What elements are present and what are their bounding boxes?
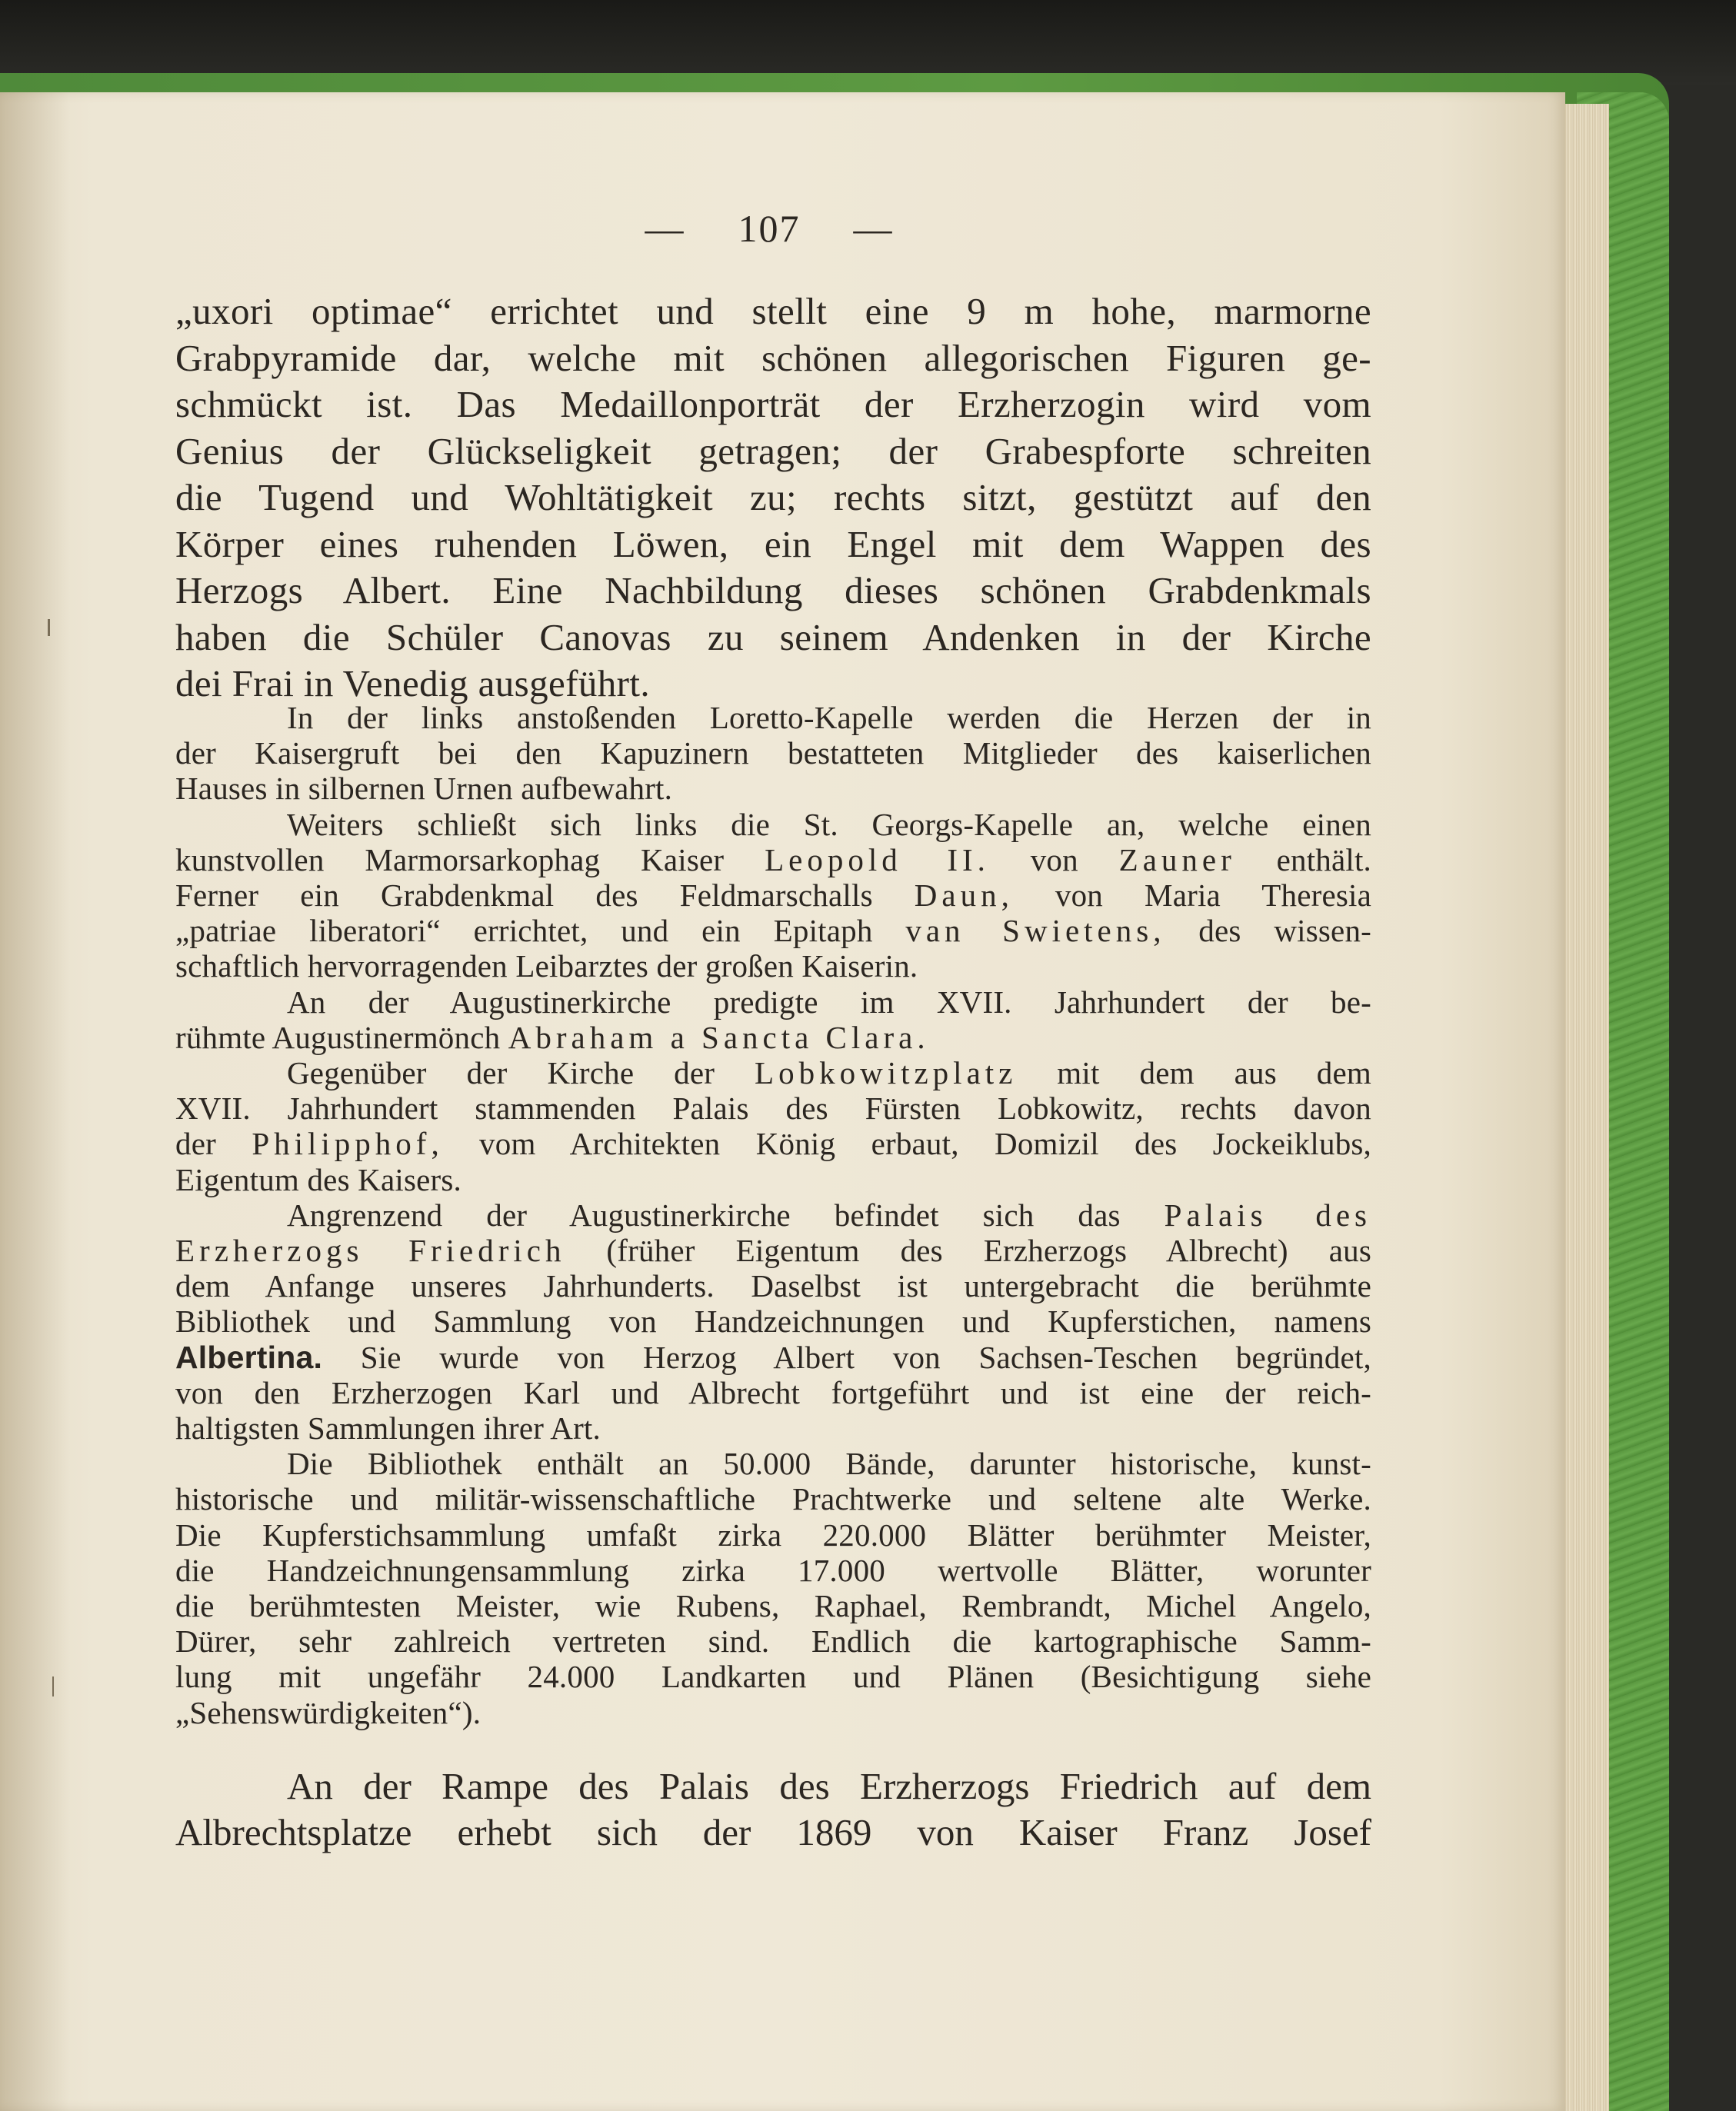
text-line: haltigsten Sammlungen ihrer Art. (175, 1410, 601, 1447)
text-line: schmückt ist. Das Medaillonporträt der Erzherzogin wird vom (175, 383, 1371, 425)
text-run: „patriae liberatori“ errichtet, und ein Epitaph (175, 913, 906, 949)
spaced-name: Palais des (1164, 1197, 1371, 1233)
page-number: 107 (738, 207, 801, 250)
text-line: schaftlich hervorragenden Leibarztes der großen Kaiserin. (175, 948, 918, 984)
bold-term-albertina: Albertina. (175, 1339, 323, 1375)
text-line: Herzogs Albert. Eine Nachbildung dieses schönen Grabdenkmals (175, 569, 1371, 611)
text-line (175, 1020, 1371, 1055)
page-header (0, 206, 1538, 251)
paragraph-6 (175, 1197, 1371, 1446)
text-line (175, 1340, 1371, 1375)
spaced-name: Lobkowitzplatz (755, 1055, 1018, 1091)
page-number-dash-left: — (645, 207, 685, 250)
paragraph-1 (175, 288, 1371, 708)
text-line (175, 913, 1371, 948)
text-run: vom Architekten König erbaut, Domizil des Jockeiklubs, (443, 1126, 1371, 1162)
text-line (175, 1055, 1371, 1090)
paragraph-3 (175, 807, 1371, 984)
text-run: Sie wurde von Herzog Albert von Sachsen-Teschen begründet, (322, 1339, 1371, 1375)
text-line (175, 842, 1371, 877)
spaced-name: Leopold II. (765, 841, 990, 877)
text-line: Eigentum des Kaisers. (175, 1161, 461, 1197)
text-line: An der Augustinerkirche predigte im XVII. Jahrhundert der be- (287, 984, 1371, 1020)
text-line: Genius der Glückseligkeit getragen; der Grabespforte schreiten (175, 429, 1371, 472)
text-run: rühmte Augustinermönch (175, 1019, 508, 1055)
paragraph-4 (175, 984, 1371, 1055)
text-run: Angrenzend der Augustinerkirche befindet sich das (287, 1197, 1165, 1233)
spaced-name: van Swietens, (905, 913, 1166, 949)
text-run: der (175, 1126, 252, 1162)
text-run: des wissen- (1165, 913, 1371, 949)
small-text-section (175, 700, 1371, 1730)
text-line: „uxori optimae“ errichtet und stellt eine 9 m hohe, marmorne (175, 290, 1371, 332)
text-line (175, 1126, 1371, 1161)
text-line (175, 877, 1371, 913)
text-run: Gegenüber der Kirche der (287, 1055, 755, 1091)
paragraph-5 (175, 1055, 1371, 1197)
margin-mark (52, 1676, 54, 1696)
spaced-name: Philipphof, (252, 1126, 444, 1162)
spaced-name: Abraham a Sancta Clara. (508, 1019, 930, 1055)
text-line: Weiters schließt sich links die St. Georgs-Kapelle an, welche einen (287, 806, 1371, 842)
spaced-name: Daun, (914, 877, 1014, 914)
paragraph-2 (175, 700, 1371, 807)
text-line: Dürer, sehr zahlreich vertreten sind. Endlich die kartographische Samm- (175, 1623, 1371, 1660)
text-line: In der links anstoßenden Loretto-Kapelle werden die Herzen der in (287, 700, 1371, 735)
text-line: der Kaisergruft bei den Kapuzinern bestatteten Mitglieder des kaiserlichen (175, 735, 1371, 771)
text-run: von (989, 841, 1119, 877)
text-run: (früher Eigentum des Erzherzogs Albrecht) aus (565, 1233, 1371, 1269)
text-line: haben die Schüler Canovas zu seinem Andenken in der Kirche (175, 615, 1371, 658)
text-line: Körper eines ruhenden Löwen, ein Engel mit dem Wappen des (175, 522, 1371, 565)
text-line: Albrechtsplatze erhebt sich der 1869 von Kaiser Franz Josef (175, 1811, 1371, 1853)
text-line: An der Rampe des Palais des Erzherzogs Friedrich auf dem (287, 1765, 1371, 1807)
spaced-name: Erzherzogs Friedrich (175, 1233, 566, 1269)
text-line: dem Anfange unseres Jahrhunderts. Daselbst ist untergebracht die berühmte (175, 1268, 1371, 1304)
text-line: Bibliothek und Sammlung von Handzeichnungen und Kupferstichen, namens (175, 1304, 1371, 1340)
text-run: von Maria Theresia (1013, 877, 1371, 914)
text-line (175, 1233, 1371, 1268)
text-line: die berühmtesten Meister, wie Rubens, Raphael, Rembrandt, Michel Angelo, (175, 1588, 1371, 1624)
text-line: Grabpyramide dar, welche mit schönen allegorischen Figuren ge- (175, 336, 1371, 379)
text-line: „Sehenswürdigkeiten“). (175, 1694, 481, 1730)
scan-background (0, 0, 1736, 85)
text-line: von den Erzherzogen Karl und Albrecht fortgeführt und ist eine der reich- (175, 1374, 1371, 1410)
page-number-dash-right: — (853, 207, 894, 250)
text-run: kunstvollen Marmorsarkophag Kaiser (175, 841, 765, 877)
text-line: Die Bibliothek enthält an 50.000 Bände, darunter historische, kunst- (287, 1446, 1371, 1482)
text-line: die Tugend und Wohltätigkeit zu; rechts sitzt, gestützt auf den (175, 476, 1371, 518)
text-line: historische und militär-wissenschaftliche Prachtwerke und seltene alte Werke. (175, 1481, 1371, 1517)
text-line: die Handzeichnungensammlung zirka 17.000 wertvolle Blätter, worunter (175, 1552, 1371, 1588)
gutter-shadow (0, 92, 69, 2111)
text-run: Ferner ein Grabdenkmal des Feldmarschalls (175, 877, 915, 914)
margin-mark (48, 619, 50, 636)
paragraph-7 (175, 1446, 1371, 1730)
text-line: XVII. Jahrhundert stammenden Palais des Fürsten Lobkowitz, rechts davon (175, 1090, 1371, 1127)
text-line: Die Kupferstichsammlung umfaßt zirka 220.000 Blätter berühmter Meister, (175, 1517, 1371, 1553)
text-line: Hauses in silbernen Urnen aufbewahrt. (175, 771, 673, 807)
text-run: enthält. (1235, 841, 1371, 877)
text-line (175, 1197, 1371, 1233)
paragraph-8 (175, 1763, 1371, 1856)
text-line: lung mit ungefähr 24.000 Landkarten und Plänen (Besichtigung siehe (175, 1659, 1371, 1695)
text-line: dei Frai in Venedig ausgeführt. (175, 662, 651, 704)
text-run: mit dem aus dem (1017, 1055, 1371, 1091)
spaced-name: Zauner (1118, 841, 1236, 877)
